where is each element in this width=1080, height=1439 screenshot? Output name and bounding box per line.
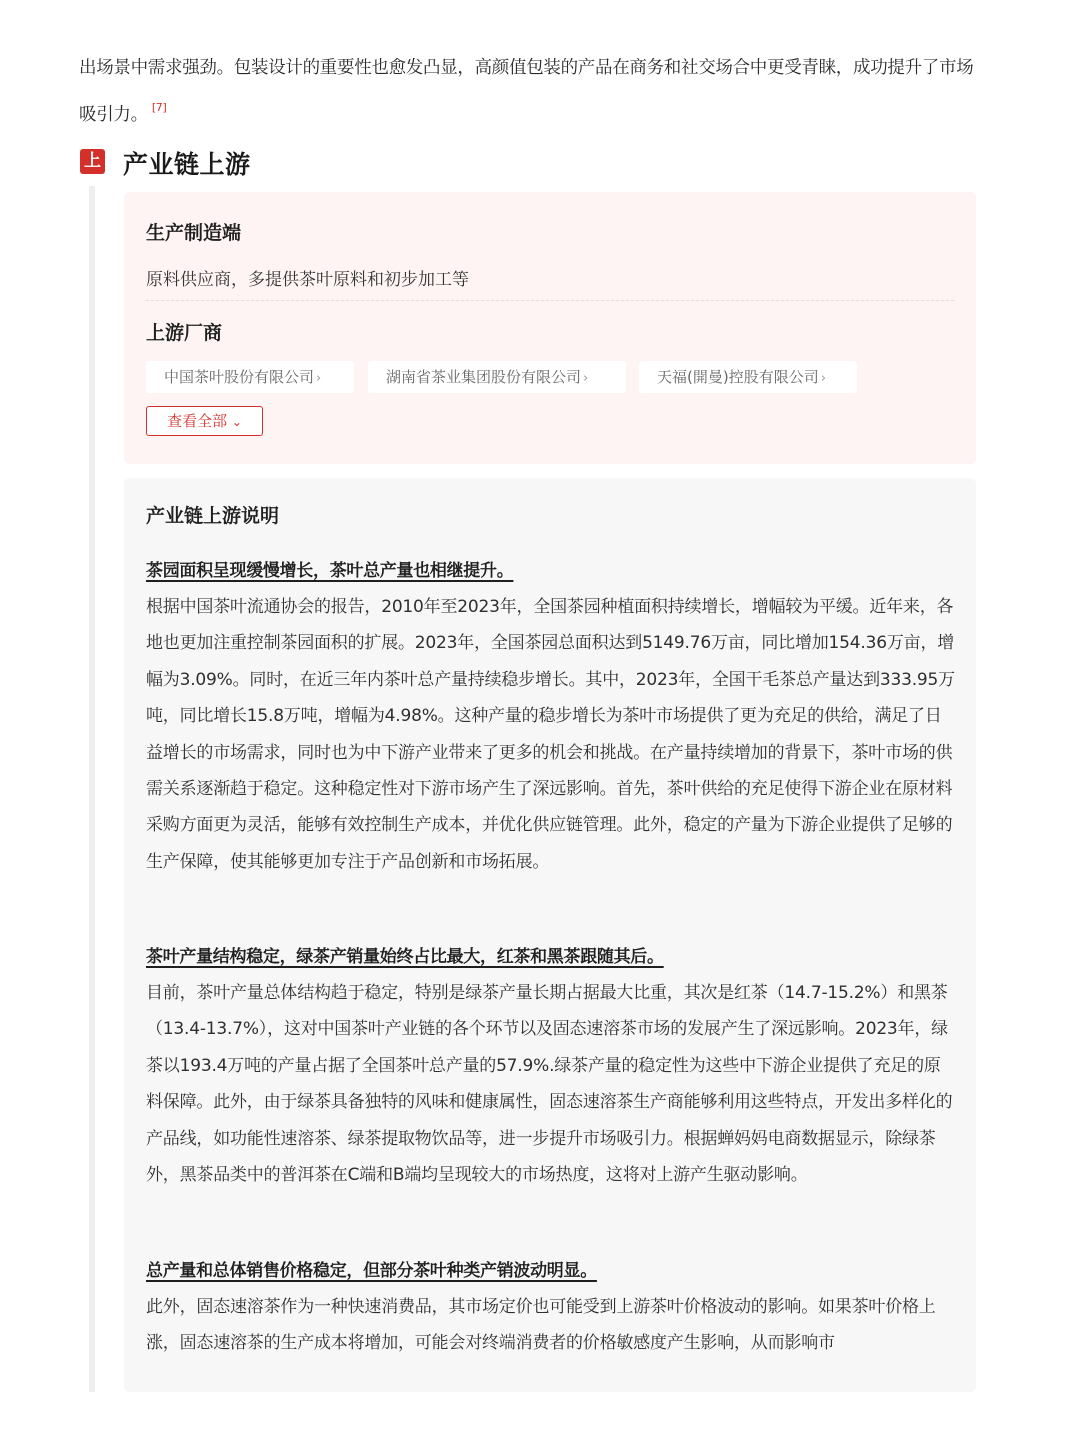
block-title: 茶园面积呈现缓慢增长，茶叶总产量也相继提升。: [146, 561, 514, 581]
chevron-right-icon: ›: [316, 371, 322, 386]
view-all-label: 查看全部: [167, 412, 228, 430]
intro-paragraph: [79, 48, 984, 136]
block-title: 总产量和总体销售价格稳定，但部分茶叶种类产销波动明显。: [146, 1261, 597, 1281]
production-description: 原料供应商，多提供茶叶原料和初步加工等: [146, 270, 469, 290]
explanation-block-2: [146, 939, 956, 1193]
view-all-button[interactable]: [146, 406, 263, 436]
explanation-block-3: [146, 1253, 956, 1362]
section-badge-icon: 上: [80, 149, 105, 174]
block-text: 目前，茶叶产量总体结构趋于稳定，特别是绿茶产量长期占据最大比重，其次是红茶（14.7-15.2%）和黑茶（13.4-13.7%），这对中国茶叶产业链的各个环节以及固态速溶茶市场的发展产生了深远影响。2023年，绿茶以193.4万吨的产量占据了全国茶叶总产量的57.9%.绿茶产量的稳定性为这些中下游企业提供了充足的原料保障。此外，由于绿茶具备独特的风味和健康属性，固态速溶茶生产商能够利用这些特点，开发出多样化的产品线，如功能性速溶茶、绿茶提取物饮品等，进一步提升市场吸引力。根据蝉妈妈电商数据显示，除绿茶外，黑茶品类中的普洱茶在C端和B端均呈现较大的市场热度，这将对上游产生驱动影响。: [146, 983, 953, 1186]
section-timeline-line: [89, 186, 95, 1392]
block-text: 根据中国茶叶流通协会的报告，2010年至2023年，全国茶园种植面积持续增长，增幅较为平缓。近年来，各地也更加注重控制茶园面积的扩展。2023年，全国茶园总面积达到5149.76万亩，同比增加154.36万亩，增幅为3.09%。同时，在近三年内茶叶总产量持续稳步增长。其中，2023年，全国干毛茶总产量达到333.95万吨，同比增长15.8万吨，增幅为4.98%。这种产量的稳步增长为茶叶市场提供了更为充足的供给，满足了日益增长的市场需求，同时也为中下游产业带来了更多的机会和挑战。在产量持续增加的背景下，茶叶市场的供需关系逐渐趋于稳定。这种稳定性对下游市场产生了深远影响。首先，茶叶供给的充足使得下游企业在原材料采购方面更为灵活，能够有效控制生产成本，并优化供应链管理。此外，稳定的产量为下游企业提供了足够的生产保障，使其能够更加专注于产品创新和市场拓展。: [146, 597, 955, 872]
company-tag-3[interactable]: [639, 361, 857, 393]
block-text: 此外，固态速溶茶作为一种快速消费品，其市场定价也可能受到上游茶叶价格波动的影响。如果茶叶价格上涨，固态速溶茶的生产成本将增加，可能会对终端消费者的价格敏感度产生影响，从而影响市: [146, 1297, 936, 1354]
vendors-label: 上游厂商: [146, 322, 223, 344]
section-title: 产业链上游: [123, 150, 251, 179]
production-label: 生产制造端: [146, 222, 242, 244]
upstream-explanation-card: [124, 478, 976, 1392]
company-tag-2[interactable]: [368, 361, 626, 393]
company-name: 湖南省茶业集团股份有限公司: [386, 368, 582, 386]
block-title: 茶叶产量结构稳定，绿茶产销量始终占比最大，红茶和黑茶跟随其后。: [146, 947, 664, 967]
divider: [146, 300, 954, 301]
company-tag-1[interactable]: [146, 361, 354, 393]
upstream-summary-card: [124, 192, 976, 464]
chevron-right-icon: ›: [820, 371, 826, 386]
company-name: 中国茶叶股份有限公司: [164, 368, 315, 386]
chevron-right-icon: ›: [583, 371, 589, 386]
explanation-block-1: [146, 553, 956, 880]
company-name: 天福(開曼)控股有限公司: [657, 368, 819, 386]
citation-link[interactable]: [7]: [151, 101, 167, 114]
chevron-down-icon: ⌄: [231, 415, 242, 429]
intro-text: 出场景中需求强劲。包装设计的重要性也愈发凸显，高颜值包装的产品在商务和社交场合中更受青睐，成功提升了市场吸引力。: [79, 58, 974, 125]
explanation-heading: 产业链上游说明: [146, 505, 280, 527]
